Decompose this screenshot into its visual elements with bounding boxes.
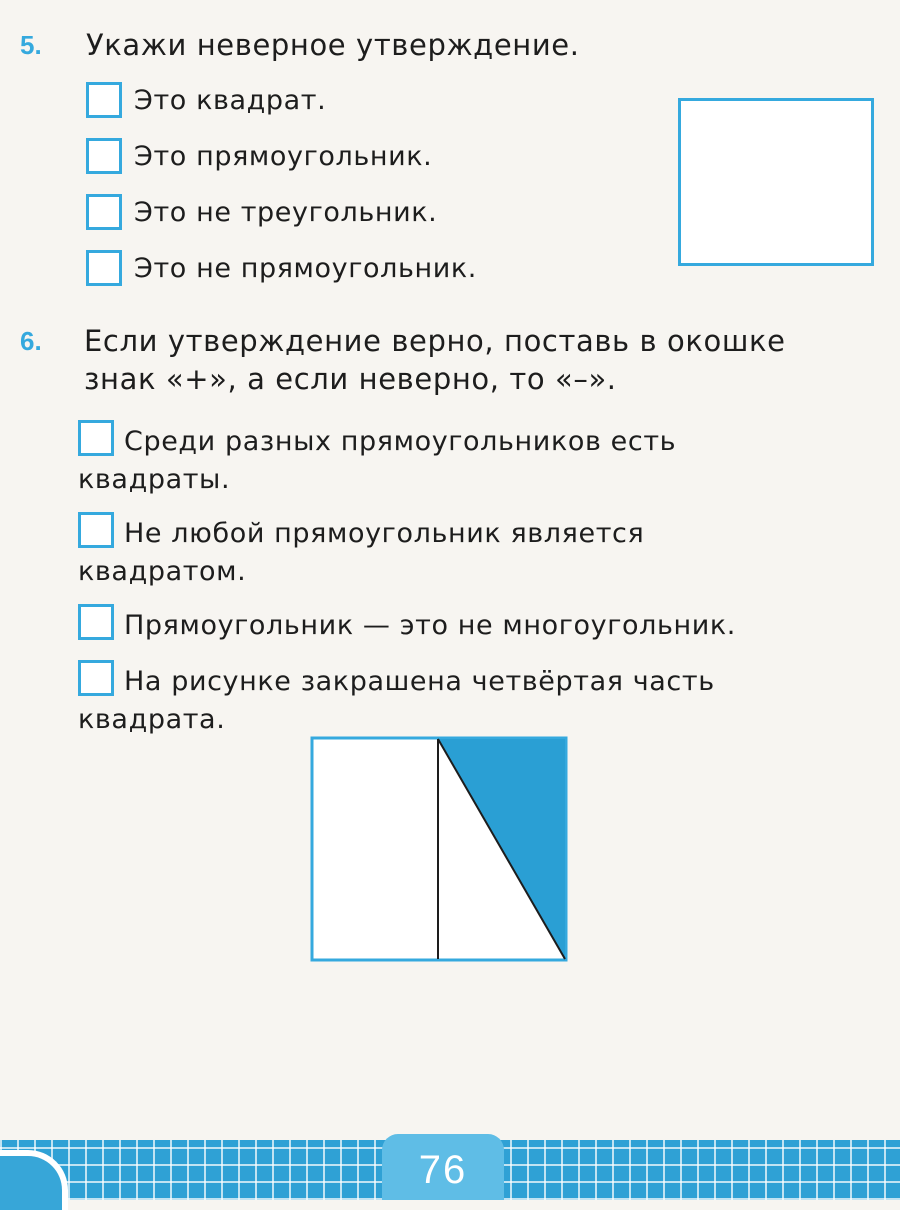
statement-line: Среди разных прямоугольников есть: [124, 426, 677, 457]
question-5-text: Укажи неверное утверждение.: [86, 28, 580, 62]
q6-statement-4: [78, 660, 715, 739]
q5-option-2[interactable]: [86, 138, 432, 174]
q6-statement-1: [78, 420, 676, 499]
answer-box[interactable]: [78, 660, 114, 696]
statement-line: Прямоугольник — это не многоугольник.: [124, 610, 736, 641]
answer-box[interactable]: [78, 420, 114, 456]
checkbox[interactable]: [86, 194, 122, 230]
question-6-number: 6.: [20, 326, 42, 356]
shaded-square-figure: [308, 734, 572, 964]
checkbox[interactable]: [86, 82, 122, 118]
q6-statement-2: [78, 512, 644, 591]
statement-line: квадрата.: [78, 704, 226, 735]
answer-box[interactable]: [78, 512, 114, 548]
option-label: Это прямоугольник.: [134, 140, 433, 172]
statement-line: Не любой прямоугольник является: [124, 518, 645, 549]
square-figure: [678, 98, 874, 266]
statement-line: квадратом.: [78, 556, 247, 587]
page-number: 76: [382, 1134, 504, 1200]
question-6-line-2: знак «+», а если неверно, то «–».: [84, 362, 617, 396]
q5-option-1[interactable]: [86, 82, 326, 118]
q5-option-4[interactable]: [86, 250, 477, 286]
answer-box[interactable]: [78, 604, 114, 640]
checkbox[interactable]: [86, 250, 122, 286]
statement-line: квадраты.: [78, 464, 231, 495]
option-label: Это не треугольник.: [134, 196, 438, 228]
question-5-number: 5.: [20, 30, 42, 60]
question-6-line-1: Если утверждение верно, поставь в окошке: [84, 324, 786, 358]
statement-line: На рисунке закрашена четвёртая часть: [124, 666, 715, 697]
question-6-text: [84, 322, 786, 398]
option-label: Это квадрат.: [134, 84, 327, 116]
checkbox[interactable]: [86, 138, 122, 174]
q6-statement-3: [78, 604, 736, 645]
q5-option-3[interactable]: [86, 194, 437, 230]
option-label: Это не прямоугольник.: [134, 252, 477, 284]
